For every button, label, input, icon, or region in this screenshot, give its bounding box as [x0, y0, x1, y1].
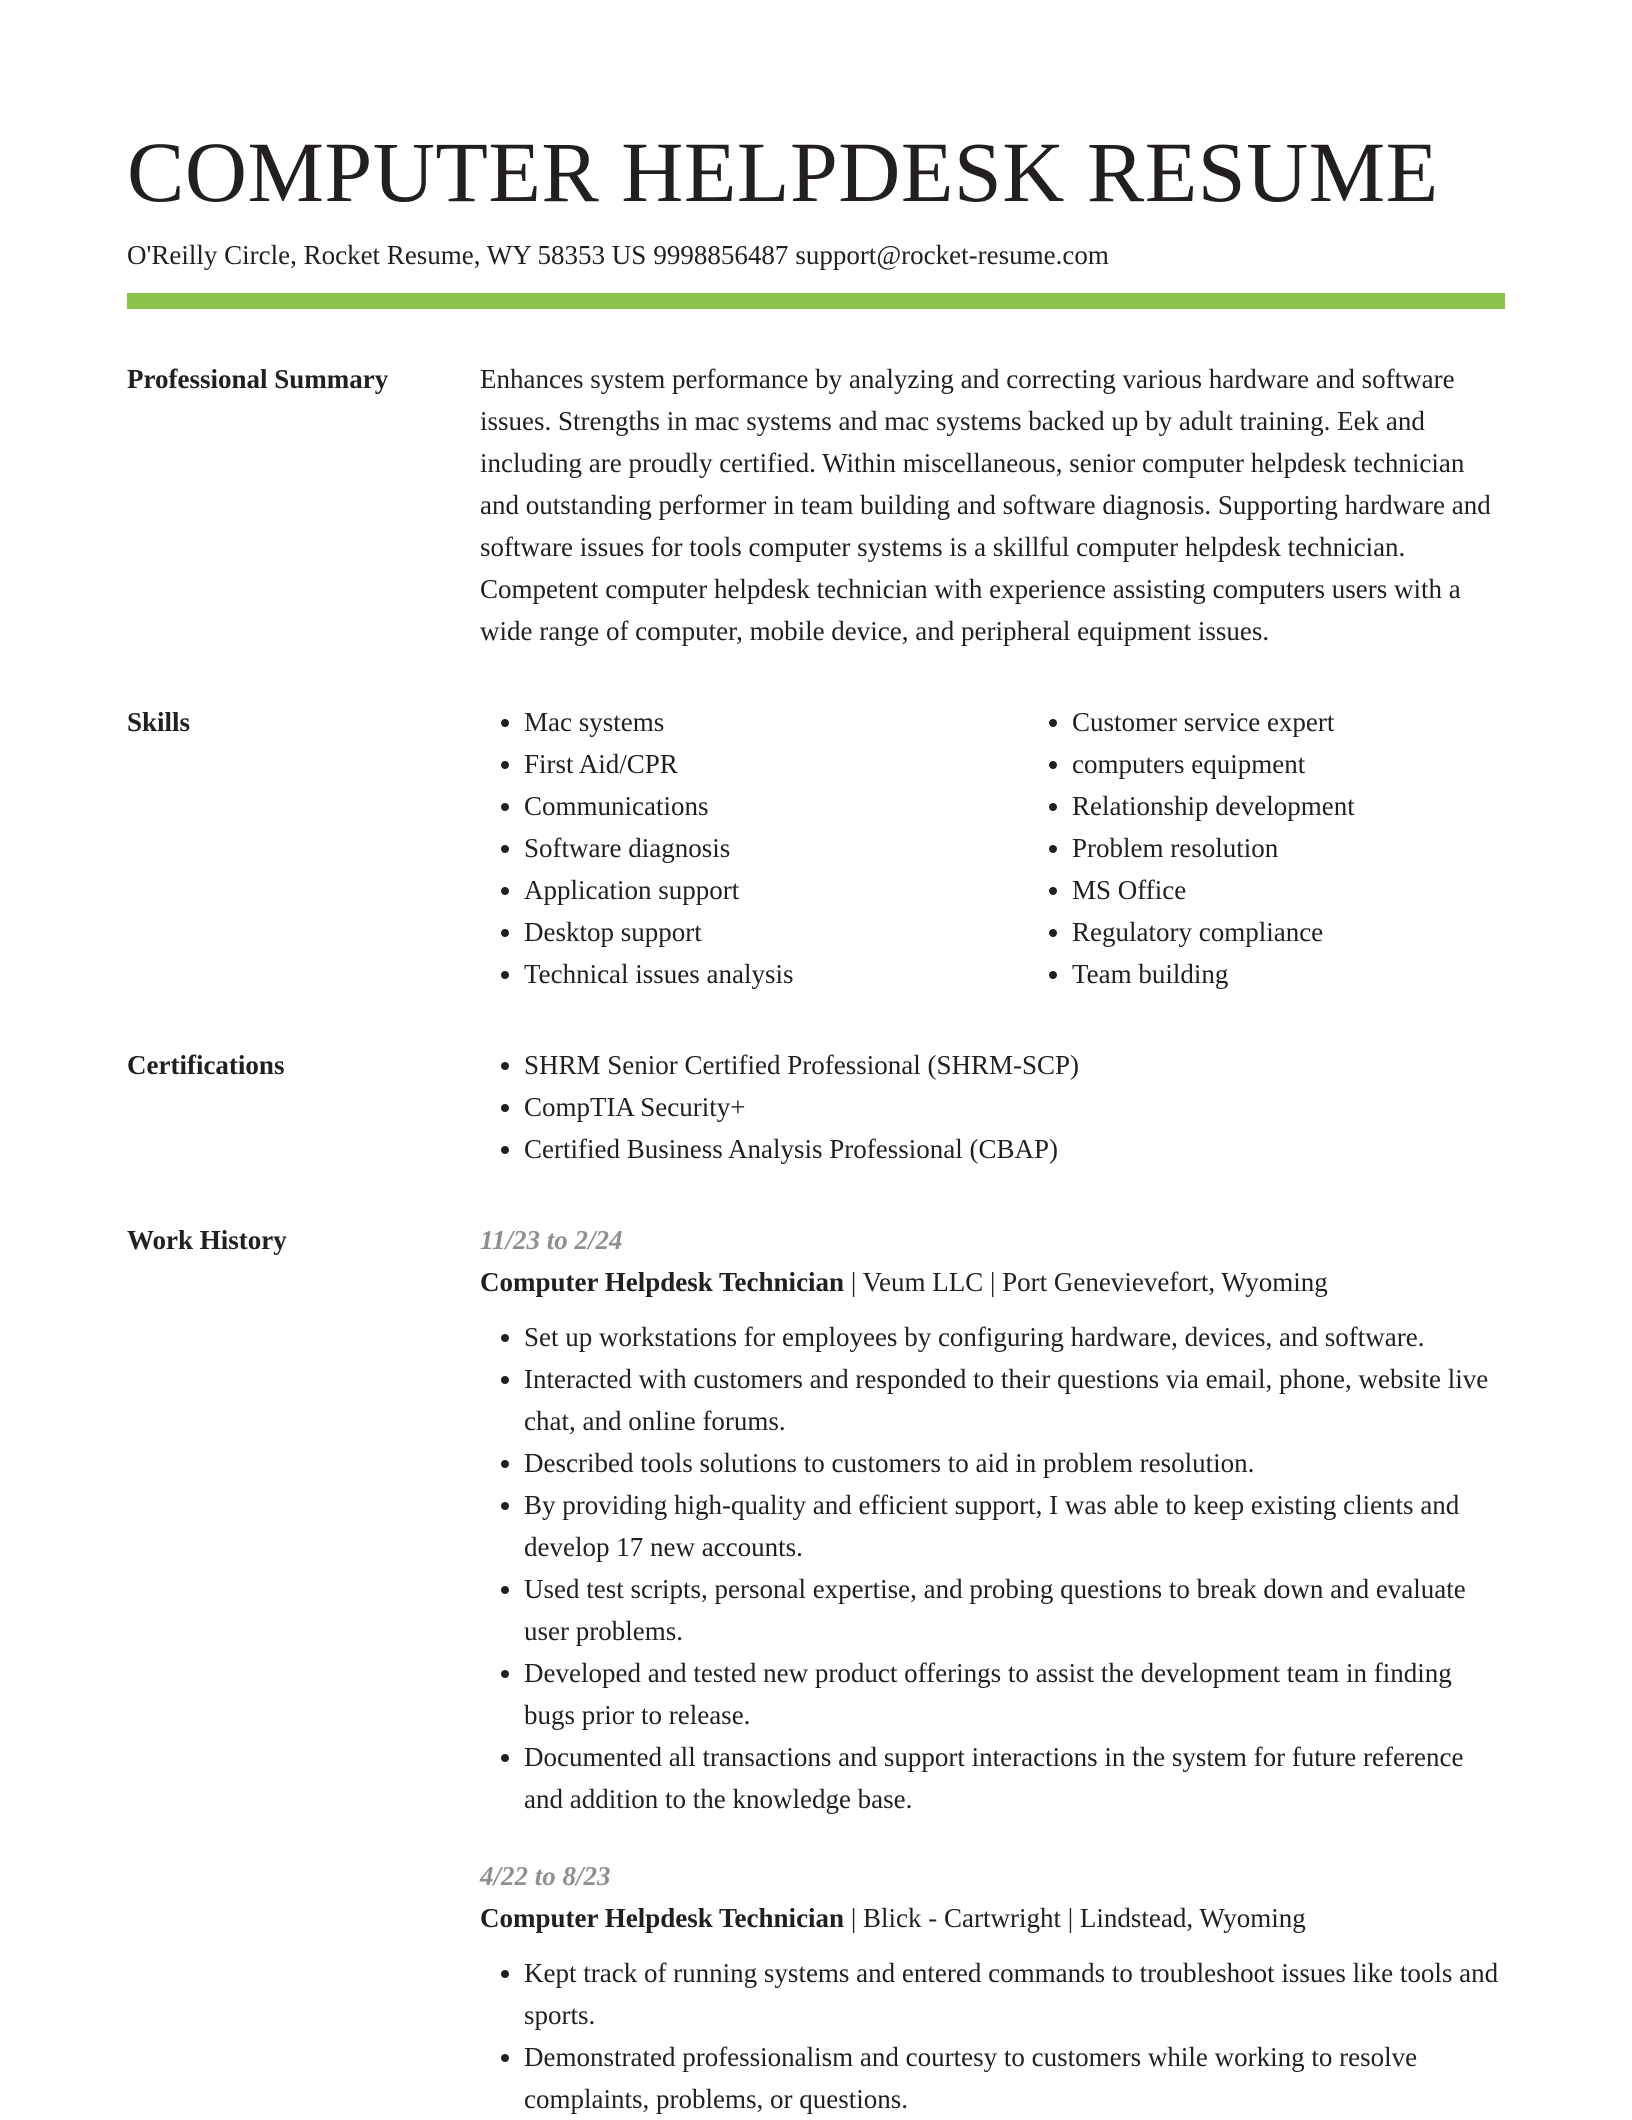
skills-list-left [480, 701, 1028, 995]
job-dates: 4/22 to 8/23 [480, 1861, 611, 1891]
contact-phone: 9998856487 [653, 240, 789, 270]
job-company-location: | Veum LLC | Port Genevievefort, Wyoming [844, 1267, 1328, 1297]
skill-item: • Desktop support [524, 911, 1028, 953]
section-label-certifications: Certifications [127, 1050, 285, 1080]
job-heading [480, 1261, 1505, 1303]
job-bullet: • Documented all transactions and support interactions in the system for future reference and addition to the knowledge base. [524, 1736, 1505, 1820]
job-bullet: • Kept track of running systems and entered commands to troubleshoot issues like tools and sports. [524, 1952, 1505, 2036]
skills-section [127, 704, 1505, 995]
section-label-skills: Skills [127, 707, 191, 737]
certifications-section [127, 1047, 1505, 1170]
job-bullet: • Developed and tested new product offerings to assist the development team in finding bugs prior to release. [524, 1652, 1505, 1736]
job-bullet: • Demonstrated professionalism and courtesy to customers while working to resolve complaints, problems, or questions. [524, 2036, 1505, 2120]
contact-email: support@rocket-resume.com [795, 240, 1109, 270]
skill-item: • computers equipment [1072, 743, 1576, 785]
section-label-summary: Professional Summary [127, 364, 389, 394]
skill-item: • Technical issues analysis [524, 953, 1028, 995]
job-bullet: • By providing high-quality and efficient support, I was able to keep existing clients and develop 17 new accounts. [524, 1484, 1505, 1568]
skill-item: • Mac systems [524, 701, 1028, 743]
job-title: Computer Helpdesk Technician [480, 1903, 845, 1933]
job-heading [480, 1897, 1505, 1939]
certification-item: • Certified Business Analysis Professional (CBAP) [524, 1128, 1505, 1170]
contact-address: O'Reilly Circle, Rocket Resume, WY 58353 US [127, 240, 647, 270]
skill-item: • Problem resolution [1072, 827, 1576, 869]
resume-title: COMPUTER HELPDESK RESUME [127, 124, 1439, 220]
summary-section [127, 361, 1505, 652]
job-bullet: • Interacted with customers and responded to their questions via email, phone, website live chat, and online forums. [524, 1358, 1505, 1442]
work-history-section [127, 1222, 1505, 2120]
header-divider [127, 293, 1505, 309]
job-dates: 11/23 to 2/24 [480, 1225, 623, 1255]
job-entry [480, 1855, 1505, 2120]
job-company-location: | Blick - Cartwright | Lindstead, Wyoming [844, 1903, 1306, 1933]
job-bullets [480, 1316, 1505, 1820]
job-bullets [480, 1952, 1505, 2120]
job-bullet: • Used test scripts, personal expertise, and probing questions to break down and evaluate user problems. [524, 1568, 1505, 1652]
skill-item: • Software diagnosis [524, 827, 1028, 869]
contact-line [127, 238, 1505, 272]
job-bullet: • Set up workstations for employees by configuring hardware, devices, and software. [524, 1316, 1505, 1358]
job-entry [480, 1219, 1505, 1820]
skill-item: • Regulatory compliance [1072, 911, 1576, 953]
summary-text: Enhances system performance by analyzing and correcting various hardware and software issues. Strengths in mac systems and mac systems backed up by adult training. Eek and including are proudly certified. Within miscellaneous, senior computer helpdesk technician and outstanding performer in team building and software diagnosis. Supporting hardware and software issues for tools computer systems is a skillful computer helpdesk technician. Competent computer helpdesk technician with experience assisting computers users with a wide range of computer, mobile device, and peripheral equipment issues. [480, 364, 1491, 646]
skill-item: • Relationship development [1072, 785, 1576, 827]
job-bullet: • Described tools solutions to customers to aid in problem resolution. [524, 1442, 1505, 1484]
work-history-content [480, 1222, 1505, 2120]
skills-content [480, 704, 1576, 995]
skill-item: • Customer service expert [1072, 701, 1576, 743]
section-label-work-history: Work History [127, 1225, 287, 1255]
skill-item: • First Aid/CPR [524, 743, 1028, 785]
job-title: Computer Helpdesk Technician [480, 1267, 845, 1297]
skill-item: • Team building [1072, 953, 1576, 995]
skill-item: • Communications [524, 785, 1028, 827]
skill-item: • Application support [524, 869, 1028, 911]
certification-item: • SHRM Senior Certified Professional (SHRM-SCP) [524, 1044, 1505, 1086]
certifications-content [480, 1047, 1505, 1170]
certification-item: • CompTIA Security+ [524, 1086, 1505, 1128]
skills-list-right [1028, 701, 1576, 995]
resume-page [127, 0, 1505, 2120]
summary-content [480, 361, 1505, 652]
skill-item: • MS Office [1072, 869, 1576, 911]
certifications-list [480, 1044, 1505, 1170]
